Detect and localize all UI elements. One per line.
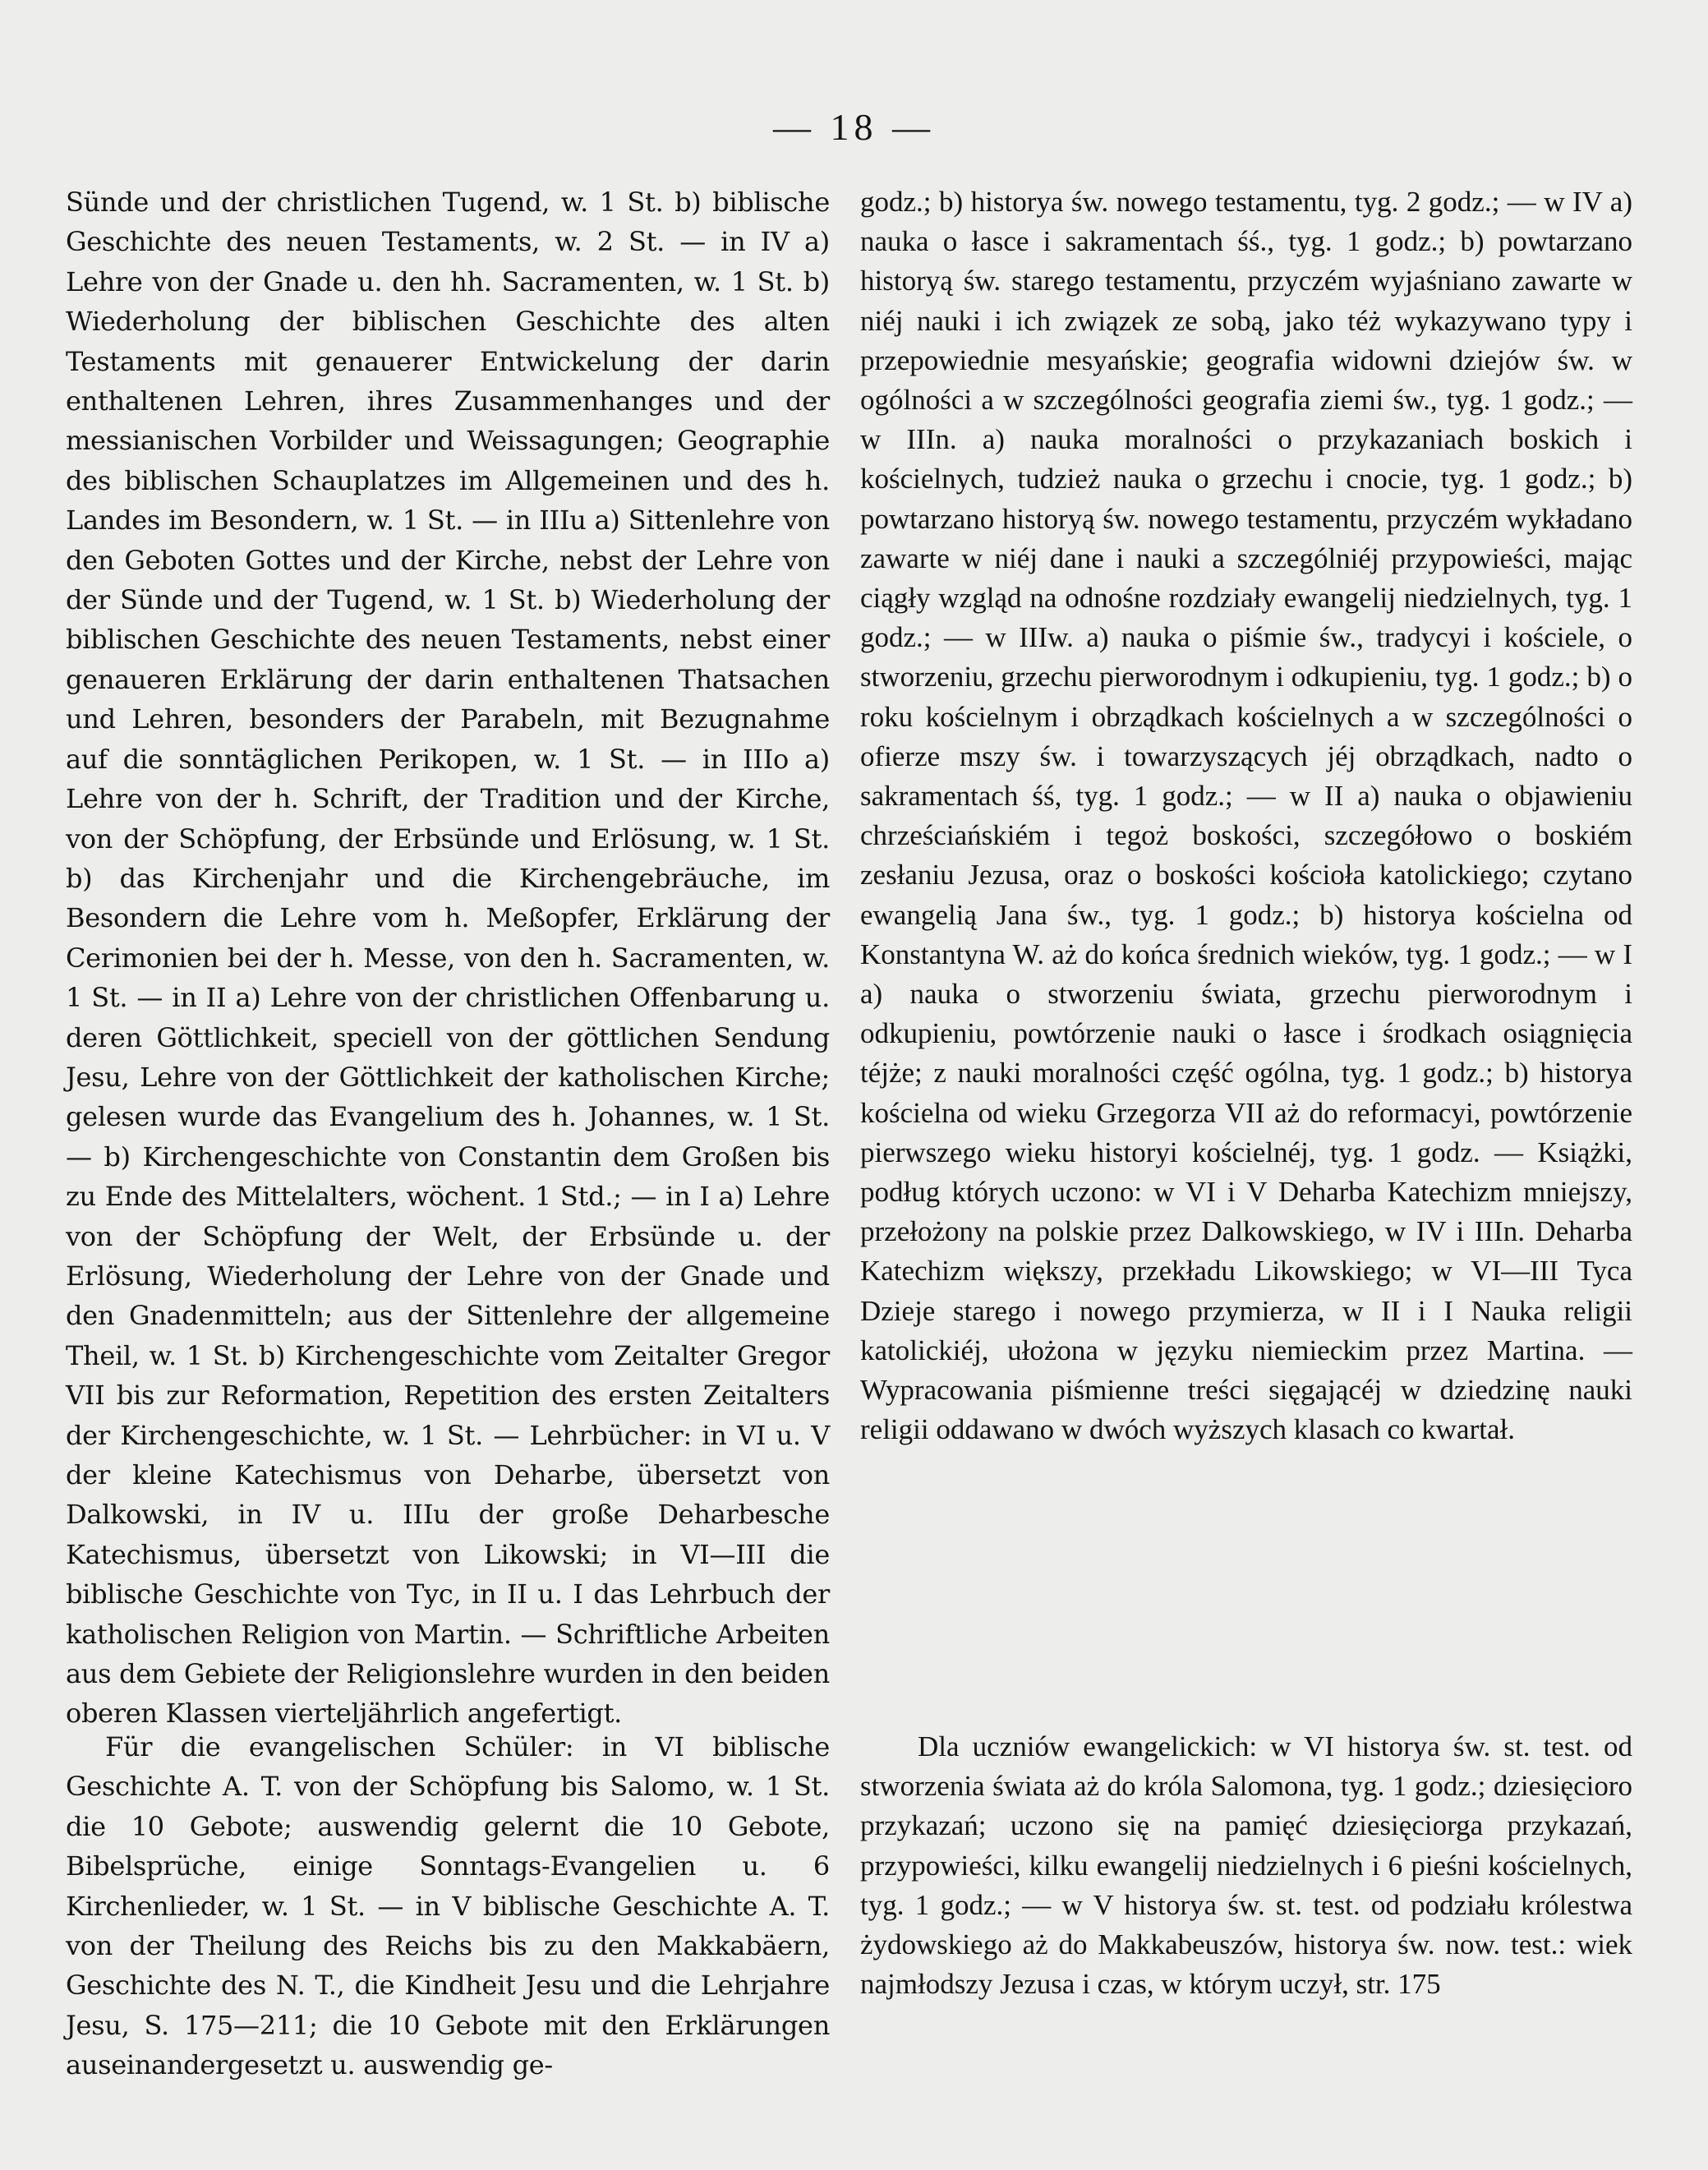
german-paragraph-2: Für die evangelischen Schüler: in VI biblische Geschichte A. T. von der Schöpfung bis Salomo, w. 1 St. die 10 Gebote; auswendig gelernt die 10 Gebote, Bibelsprüche, einige Sonntags-Evangelien u. 6 Kirchenlieder, w. 1 St. — in V biblische Geschichte A. T. von der Theilung des Reichs bis zu den Makkabäern, Geschichte des N. T., die Kindheit Jesu und die Lehrjahre Jesu, S. 175—211; die 10 Gebote mit den Erklärungen auseinandergesetzt u. auswendig ge-: [66, 1731, 830, 2081]
german-column: [66, 182, 830, 2081]
page-number: — 18 —: [773, 106, 935, 148]
polish-column: [860, 182, 1632, 2001]
german-paragraph-1: Sünde und der christlichen Tugend, w. 1 St. b) biblische Geschichte des neuen Testaments, w. 2 St. — in IV a) Lehre von der Gnade u. den hh. Sacramenten, w. 1 St. b) Wiederholung der biblischen Geschichte des alten Testaments mit genauerer Entwickelung der darin enthaltenen Lehren, ihres Zusammenhanges und der messianischen Vorbilder und Weissagungen; Geographie des biblischen Schauplatzes im Allgemeinen und des h. Landes im Besondern, w. 1 St. — in IIIu a) Sittenlehre von den Geboten Gottes und der Kirche, nebst der Lehre von der Sünde und der Tugend, w. 1 St. b) Wiederholung der biblischen Geschichte des neuen Testaments, nebst einer genaueren Erklärung der darin enthaltenen Thatsachen und Lehren, besonders der Parabeln, mit Bezugnahme auf die sonntäglichen Perikopen, w. 1 St. — in IIIo a) Lehre von der h. Schrift, der Tradition und der Kirche, von der Schöpfung, der Erbsünde und Erlösung, w. 1 St. b) das Kirchenjahr und die Kirchengebräuche, im Besondern die Lehre vom h. Meßopfer, Erklärung der Cerimonien bei der h. Messe, von den h. Sacramenten, w. 1 St. — in II a) Lehre von der christlichen Offenbarung u. deren Göttlichkeit, speciell von der göttlichen Sendung Jesu, Lehre von der Göttlichkeit der katholischen Kirche; gelesen wurde das Evangelium des h. Johannes, w. 1 St. — b) Kirchengeschichte von Constantin dem Großen bis zu Ende des Mittelalters, wöchent. 1 Std.; — in I a) Lehre von der Schöpfung der Welt, der Erbsünde u. der Erlösung, Wiederholung der Lehre von der Gnade und den Gnadenmitteln; aus der Sittenlehre der allgemeine Theil, w. 1 St. b) Kirchengeschichte vom Zeitalter Gregor VII bis zur Reformation, Repetition des ersten Zeitalters der Kirchengeschichte, w. 1 St. — Lehrbücher: in VI u. V der kleine Katechismus von Deharbe, übersetzt von Dalkowski, in IV u. IIIu der große Deharbesche Katechismus, übersetzt von Likowski; in VI—III die biblische Geschichte von Tyc, in II u. I das Lehrbuch der katholischen Religion von Martin. — Schriftliche Arbeiten aus dem Gebiete der Religionslehre wurden in den beiden oberen Klassen vierteljährlich angefertigt.: [66, 187, 830, 1730]
polish-paragraph-2: Dla uczniów ewangelickich: w VI historya św. st. test. od stworzenia świata aż do króla Salomona, tyg. 1 godz.; dziesięcioro przykazań; uczono się na pamięć dziesięciorga przykazań, przypowieści, kilku ewangelij niedzielnych i 6 pieśni kościelnych, tyg. 1 godz.; — w V historya św. st. test. od podziału królestwa żydowskiego aż do Makkabeuszów, historya św. now. test.: wiek najmłodszy Jezusa i czas, w którym uczył, str. 175: [860, 1730, 1632, 2001]
polish-paragraph-1: godz.; b) historya św. nowego testamentu, tyg. 2 godz.; — w IV a) nauka o łasce i sakramentach śś., tyg. 1 godz.; b) powtarzano historyą św. starego testamentu, przyczém wyjaśniano zawarte w niéj nauki i ich związek ze sobą, jako téż wykazywano typy i przepowiednie mesyańskie; geografia widowni dziejów św. w ogólności a w szczególności geografia ziemi św., tyg. 1 godz.; — w IIIn. a) nauka moralności o przykazaniach boskich i kościelnych, tudzież nauka o grzechu i cnocie, tyg. 1 godz.; b) powtarzano historyą św. nowego testamentu, przyczém wykładano zawarte w niéj dane i nauki a szczególniéj przypowieści, mając ciągły wzgląd na odnośne rozdziały ewangelij niedzielnych, tyg. 1 godz.; — w IIIw. a) nauka o piśmie św., tradycyi i kościele, o stworzeniu, grzechu pierworodnym i odkupieniu, tyg. 1 godz.; b) o roku kościelnym i obrządkach kościelnych a w szczególności o ofierze mszy św. i towarzyszących jéj obrządkach, nadto o sakramentach śś, tyg. 1 godz.; — w II a) nauka o objawieniu chrześciańskiém i tegoż boskości, szczegółowo o boskiém zesłaniu Jezusa, oraz o boskości kościoła katolickiego; czytano ewangelią Jana św., tyg. 1 godz.; b) historya kościelna od Konstantyna W. aż do końca średnich wieków, tyg. 1 godz.; — w I a) nauka o stworzeniu świata, grzechu pierworodnym i odkupieniu, powtórzenie nauki o łasce i środkach osiągnięcia téjże; z nauki moralności część ogólna, tyg. 1 godz.; b) historya kościelna od wieku Grzegorza VII aż do reformacyi, powtórzenie pierwszego wieku historyi kościelnéj, tyg. 1 godz. — Książki, podług których uczono: w VI i V Deharba Katechizm mniejszy, przełożony na polskie przez Dalkowskiego, w IV i IIIn. Deharba Katechizm większy, przekładu Likowskiego; w VI—III Tyca Dzieje starego i nowego przymierza, w II i I Nauka religii katolickiéj, ułożona w języku niemieckim przez Martina. — Wypracowania piśmienne treści sięgającéj w dziedzinę nauki religii oddawano w dwóch wyższych klasach co kwartał.: [860, 186, 1632, 1446]
